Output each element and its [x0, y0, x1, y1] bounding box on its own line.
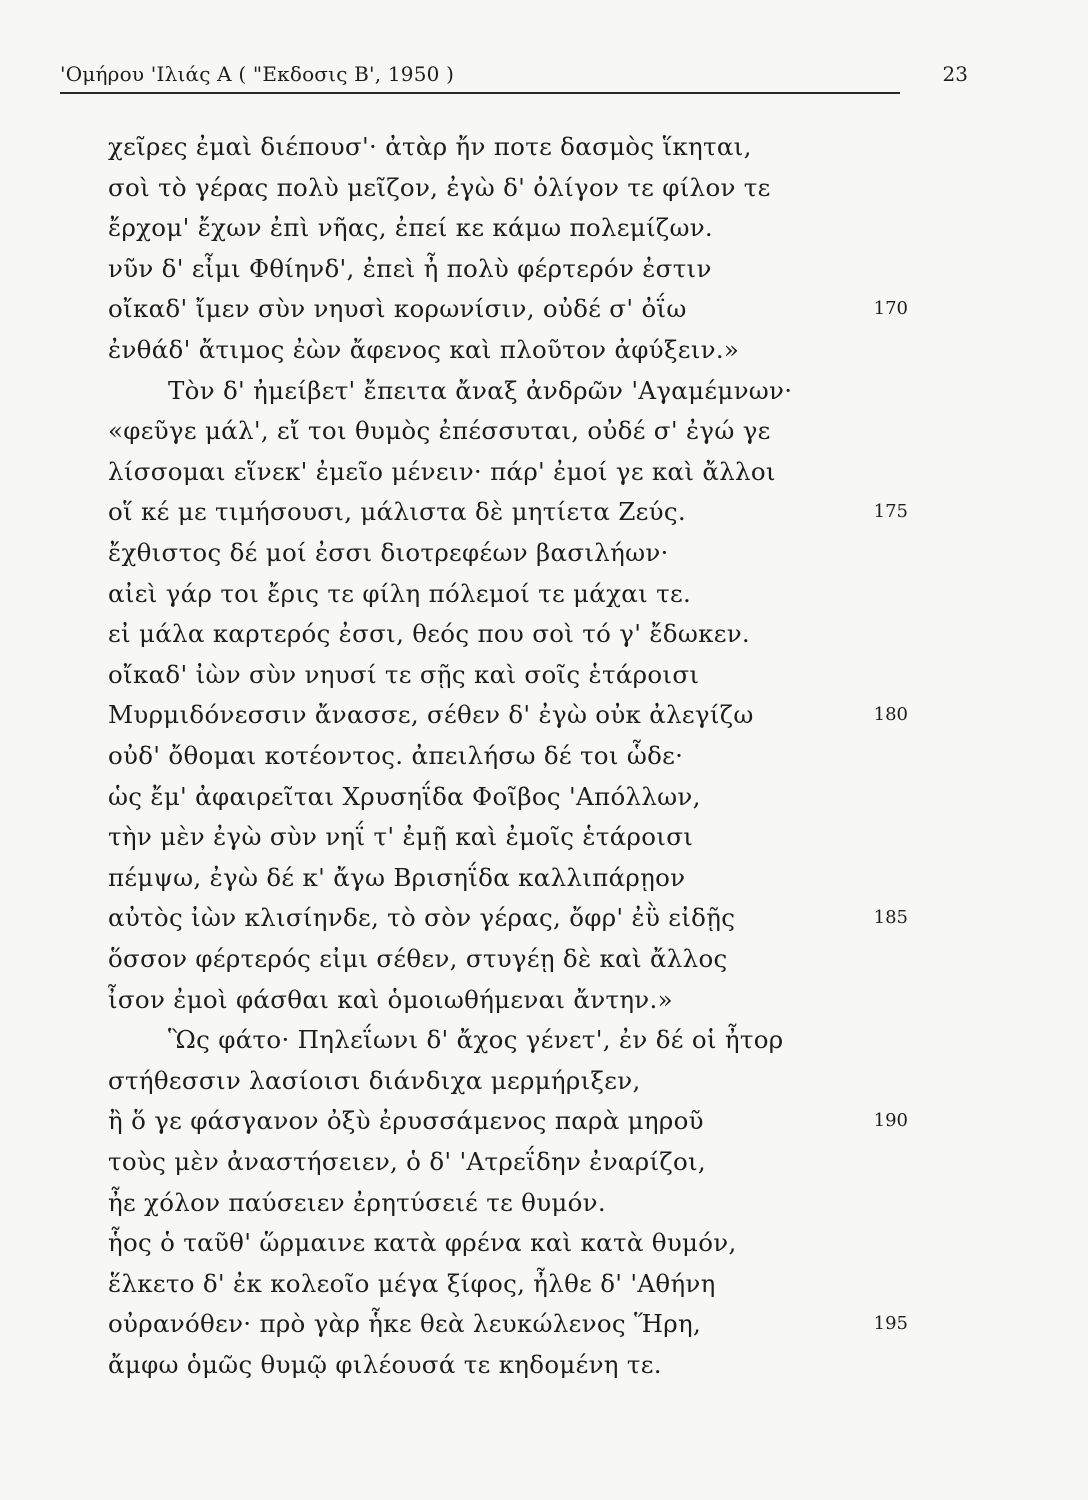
- verse-line: ἧος ὁ ταῦθ' ὥρμαινε κατὰ φρένα καὶ κατὰ θυμόν,: [108, 1228, 737, 1257]
- verse-line: στήθεσσιν λασίοισι διάνδιχα μερμήριξεν,: [108, 1066, 641, 1095]
- line-number: 195: [873, 1313, 908, 1334]
- verse-line: αἰεὶ γάρ τοι ἔρις τε φίλη πόλεμοί τε μάχαι τε.: [108, 579, 692, 608]
- verse-line: ἐνθάδ' ἄτιμος ἐὼν ἄφενος καὶ πλοῦτον ἀφύξειν.»: [108, 335, 740, 364]
- verse-line: Τὸν δ' ἠμείβετ' ἔπειτα ἄναξ ἀνδρῶν 'Αγαμέμνων·: [168, 376, 793, 405]
- verse-line: ἕλκετο δ' ἐκ κολεοῖο μέγα ξίφος, ἦλθε δ' 'Αθήνη: [108, 1269, 716, 1298]
- verse-line: Μυρμιδόνεσσιν ἄνασσε, σέθεν δ' ἐγὼ οὐκ ἀλεγίζω: [108, 700, 754, 729]
- verse-line: αὐτὸς ἰὼν κλισίηνδε, τὸ σὸν γέρας, ὄφρ' ἐῢ εἰδῇς: [108, 903, 736, 932]
- verse-line: ὅσσον φέρτερός εἰμι σέθεν, στυγέῃ δὲ καὶ ἄλλος: [108, 944, 728, 973]
- verse-line: οὐρανόθεν· πρὸ γὰρ ἧκε θεὰ λευκώλενος Ἥρη,: [108, 1309, 702, 1338]
- verse-line: ἔχθιστος δέ μοί ἐσσι διοτρεφέων βασιλήων·: [108, 538, 669, 567]
- line-number: 180: [873, 704, 908, 725]
- verse-line: πέμψω, ἐγὼ δέ κ' ἄγω Βρισηΐδα καλλιπάρῃον: [108, 863, 686, 892]
- verse-line: οἴκαδ' ἴμεν σὺν νηυσὶ κορωνίσιν, οὐδέ σ' ὀΐω: [108, 294, 687, 323]
- verse-line: ἄμφω ὁμῶς θυμῷ φιλέουσά τε κηδομένη τε.: [108, 1350, 662, 1379]
- line-number: 175: [873, 501, 908, 522]
- line-number: 170: [873, 298, 908, 319]
- verse-line: εἰ μάλα καρτερός ἐσσι, θεός που σοὶ τό γ' ἔδωκεν.: [108, 619, 750, 648]
- verse-line: ὡς ἔμ' ἀφαιρεῖται Χρυσηΐδα Φοῖβος 'Απόλλων,: [108, 782, 701, 811]
- verse-line: ἶσον ἐμοὶ φάσθαι καὶ ὁμοιωθήμεναι ἄντην.»: [108, 985, 673, 1014]
- verse-line: οἴκαδ' ἰὼν σὺν νηυσί τε σῇς καὶ σοῖς ἑτάροισι: [108, 660, 700, 689]
- verse-line: οἵ κέ με τιμήσουσι, μάλιστα δὲ μητίετα Ζεύς.: [108, 497, 686, 526]
- verse-line: «φεῦγε μάλ', εἴ τοι θυμὸς ἐπέσσυται, οὐδέ σ' ἐγώ γε: [108, 416, 771, 445]
- verse-line: λίσσομαι εἵνεκ' ἐμεῖο μένειν· πάρ' ἐμοί γε καὶ ἄλλοι: [108, 457, 776, 486]
- page-number: 23: [942, 62, 968, 86]
- line-number: 190: [873, 1110, 908, 1131]
- verse-line: ἔρχομ' ἔχων ἐπὶ νῆας, ἐπεί κε κάμω πολεμίζων.: [108, 213, 714, 242]
- verse-line: Ὣς φάτο· Πηλεΐωνι δ' ἄχος γένετ', ἐν δέ οἱ ἦτορ: [168, 1025, 784, 1054]
- verse-line: σοὶ τὸ γέρας πολὺ μεῖζον, ἐγὼ δ' ὀλίγον τε φίλον τε: [108, 173, 771, 202]
- verse-line: ἦε χόλον παύσειεν ἐρητύσειέ τε θυμόν.: [108, 1188, 606, 1217]
- header-title: 'Ομήρου 'Ιλιάς Α ( "Εκδοσις Β', 1950 ): [60, 62, 455, 86]
- line-number: 185: [873, 907, 908, 928]
- verse-line: χεῖρες ἐμαὶ διέπουσ'· ἀτὰρ ἤν ποτε δασμὸς ἵκηται,: [108, 132, 752, 161]
- verse-line: τὴν μὲν ἐγὼ σὺν νηΐ τ' ἐμῇ καὶ ἐμοῖς ἑτάροισι: [108, 822, 694, 851]
- verse-line: τοὺς μὲν ἀναστήσειεν, ὁ δ' 'Ατρεΐδην ἐναρίζοι,: [108, 1147, 707, 1176]
- verse-line: νῦν δ' εἶμι Φθίηνδ', ἐπεὶ ἦ πολὺ φέρτερόν ἐστιν: [108, 254, 712, 283]
- verse-line: ἢ ὅ γε φάσγανον ὀξὺ ἐρυσσάμενος παρὰ μηροῦ: [108, 1106, 704, 1135]
- verse-line: οὐδ' ὄθομαι κοτέοντος. ἀπειλήσω δέ τοι ὧδε·: [108, 741, 684, 770]
